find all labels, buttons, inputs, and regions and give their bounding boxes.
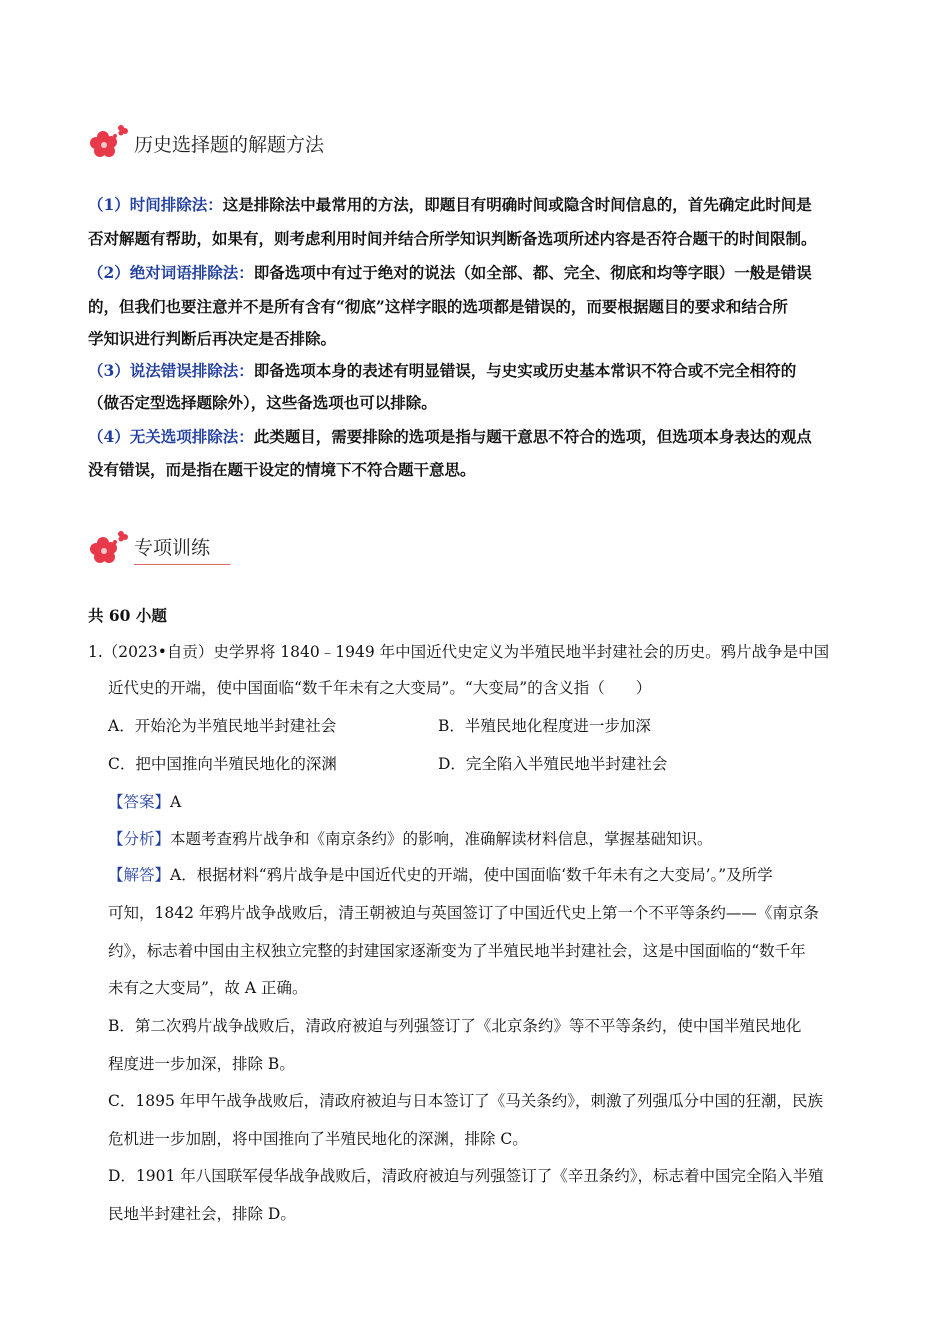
solution-line-5: B．第二次鸦片战争战败后，清政府被迫与列强签订了《北京条约》等不平等条约，使中国半殖民地化 — [108, 1017, 802, 1035]
section-header-methods — [88, 122, 324, 164]
option-d: D．完全陷入半殖民地半封建社会 — [438, 755, 668, 773]
solution-line-6: 程度进一步加深，排除 B。 — [108, 1055, 295, 1073]
option-c: C．把中国推向半殖民地化的深渊 — [108, 755, 337, 773]
question-stem-line-1: 1.（2023•自贡）史学界将 1840﹣1949 年中国近代史定义为半殖民地半封建社会的历史。鸦片战争是中国 — [88, 643, 830, 661]
solution-line-10: 民地半封建社会，排除 D。 — [108, 1205, 296, 1223]
solution-line-8: 危机进一步加剧，将中国推向了半殖民地化的深渊，排除 C。 — [108, 1130, 528, 1148]
solution-tag: 【解答】 — [108, 866, 171, 884]
answer-tag: 【答案】 — [108, 793, 171, 811]
solution-line-9: D．1901 年八国联军侵华战争战败后，清政府被迫与列强签订了《辛丑条约》，标志着中国完全陷入半殖 — [108, 1167, 824, 1185]
method-3-line-2: （做否定型选择题除外），这些备选项也可以排除。 — [88, 393, 437, 412]
method-4-line-2: 没有错误，而是指在题干设定的情境下不符合题干意思。 — [88, 460, 476, 479]
method-2-line-1: （2）绝对词语排除法：即备选项中有过于绝对的说法（如全部、都、完全、彻底和均等字眼）一般是错误 — [88, 263, 812, 282]
section-title: 历史选择题的解题方法 — [134, 133, 325, 156]
method-2-line-2: 的，但我们也要注意并不是所有含有“彻底”这样字眼的选项都是错误的，而要根据题目的要求和结合所 — [88, 297, 788, 316]
flower-icon — [88, 528, 130, 570]
solution-line-7: C．1895 年甲午战争战败后，清政府被迫与日本签订了《马关条约》，刺激了列强瓜分中国的狂潮，民族 — [108, 1092, 823, 1110]
solution-line-3: 约》，标志着中国由主权独立完整的封建国家逐渐变为了半殖民地半封建社会，这是中国面临的“数千年 — [108, 942, 806, 960]
option-a: A．开始沦为半殖民地半封建社会 — [108, 717, 337, 735]
method-3-line-1: （3）说法错误排除法：即备选项本身的表述有明显错误，与史实或历史基本常识不符合或不完全相符的 — [88, 361, 797, 380]
section-header-training — [88, 528, 230, 570]
answer-value: A — [170, 793, 182, 811]
analysis-line: 【分析】本题考查鸦片战争和《南京条约》的影响，准确解读材料信息，掌握基础知识。 — [108, 830, 713, 848]
question-stem-line-2: 近代史的开端，使中国面临“数千年未有之大变局”。“大变局”的含义指（ ） — [108, 679, 652, 697]
solution-line-1: 【解答】A．根据材料“鸦片战争是中国近代史的开端，使中国面临‘数千年未有之大变局’。”及所学 — [108, 866, 773, 884]
section-title: 专项训练 — [134, 533, 230, 565]
answer-line — [108, 783, 181, 821]
option-b: B．半殖民地化程度进一步加深 — [438, 717, 651, 735]
analysis-tag: 【分析】 — [108, 830, 171, 848]
question-count: 共 60 小题 — [88, 606, 167, 625]
method-1-line-1: （1）时间排除法：这是排除法中最常用的方法，即题目有明确时间或隐含时间信息的，首先确定此时间是 — [88, 195, 812, 214]
method-2-line-3: 学知识进行判断后再决定是否排除。 — [88, 329, 337, 348]
solution-line-4: 未有之大变局”，故 A 正确。 — [108, 979, 308, 997]
flower-icon — [88, 122, 130, 164]
solution-line-2: 可知，1842 年鸦片战争战败后，清王朝被迫与英国签订了中国近代史上第一个不平等条约——《南京条 — [108, 904, 819, 922]
method-1-line-2: 否对解题有帮助，如果有，则考虑利用时间并结合所学知识判断备选项所述内容是否符合题干的时间限制。 — [88, 229, 817, 248]
method-4-line-1: （4）无关选项排除法：此类题目，需要排除的选项是指与题干意思不符合的选项，但选项本身表达的观点 — [88, 427, 812, 446]
